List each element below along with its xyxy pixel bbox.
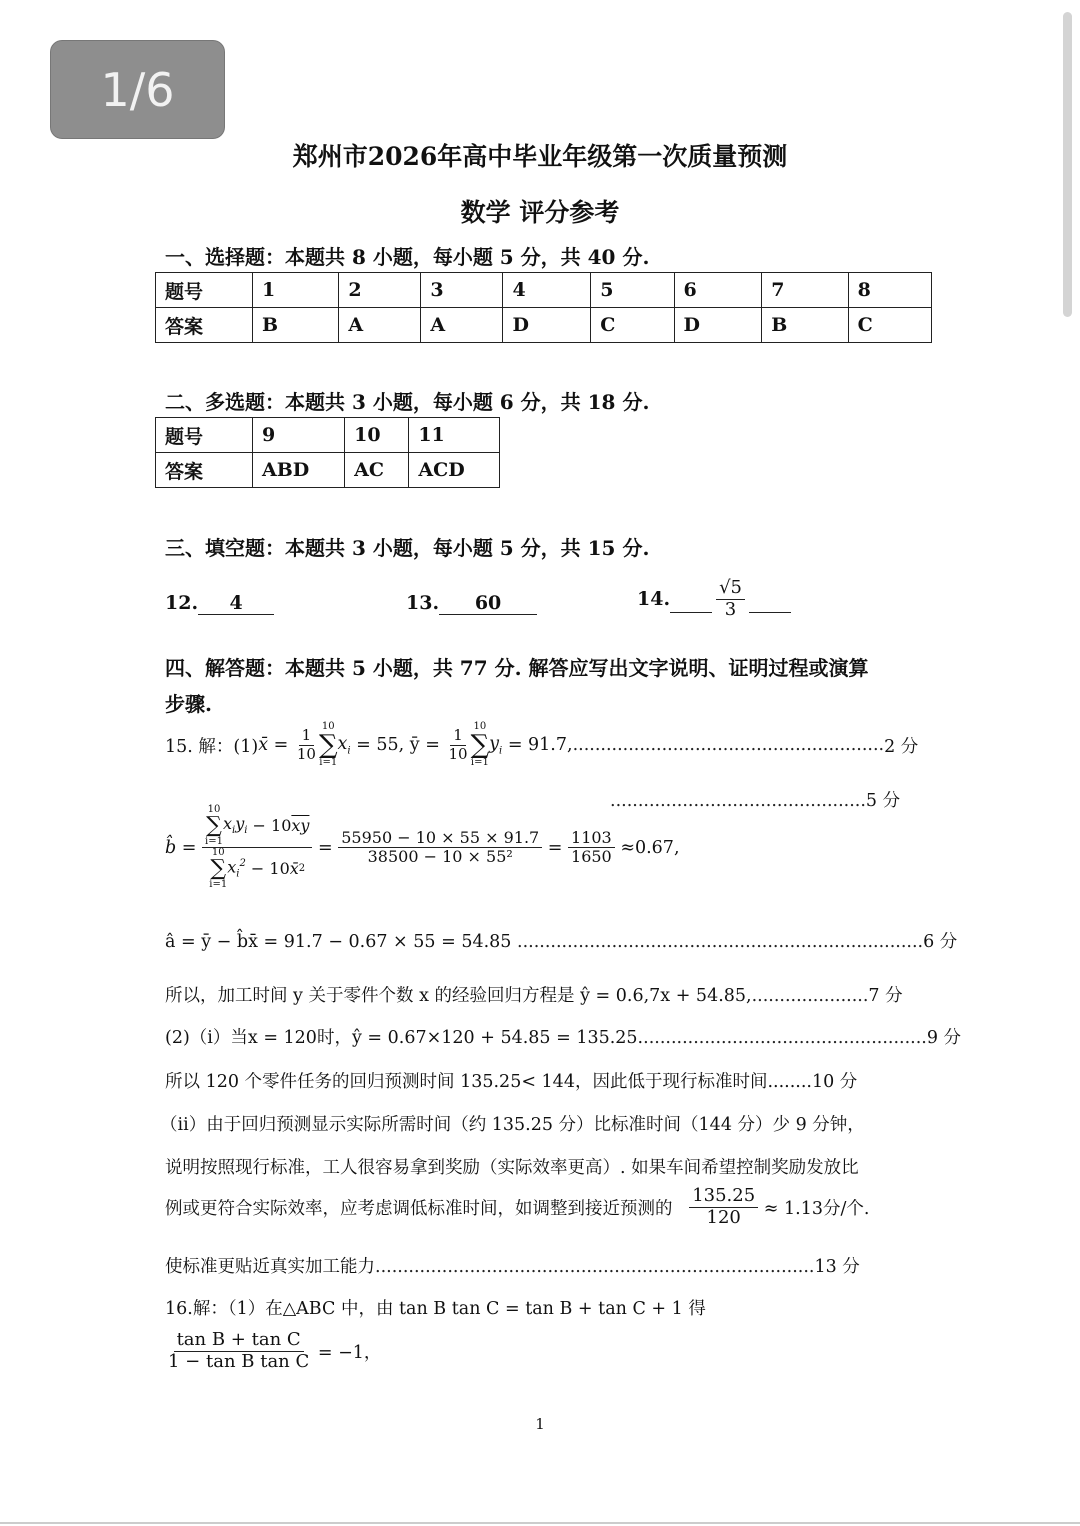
score-leader-dots: ......................................................................... <box>517 932 924 952</box>
fill-answer-12 <box>165 592 274 615</box>
table-cell: B <box>762 308 848 343</box>
fraction <box>568 829 615 867</box>
fraction-numerator: tan B + tan C <box>174 1330 304 1352</box>
expression: 使标准更贴近真实加工能力 <box>165 1257 375 1277</box>
solution-15-line-1: 15. 解：(1) x̄ = $\frac{1}{10}$ 10 ∑ i=1 $x_i$ = 55, ȳ = $\frac{1}{10}$ 10 ∑ i=1 $y_i$ = 91.7, ........................................................ 2 分 <box>165 721 919 768</box>
summation-symbol: 10 ∑ i=1 <box>318 721 338 768</box>
section-4-heading: 四、解答题：本题共 5 小题，共 77 分. 解答应写出文字说明、证明过程或演算 <box>165 656 869 680</box>
table-cell: 3 <box>421 273 503 308</box>
fraction-denominator: 120 <box>706 1206 741 1228</box>
table-cell: 1 <box>253 273 339 308</box>
score-leader-dots: ........................................................ <box>572 735 885 755</box>
table-cell: B <box>253 308 339 343</box>
fraction-denominator: 3 <box>724 598 737 620</box>
solution-15-line-13 <box>165 1253 860 1278</box>
table-cell: A <box>421 308 503 343</box>
expression: ≈0.67, <box>620 837 680 858</box>
section-2-heading: 二、多选题：本题共 3 小题，每小题 6 分，共 18 分. <box>165 390 650 414</box>
table-cell: C <box>591 308 674 343</box>
table-header-cell: 答案 <box>156 453 253 488</box>
table-cell: 10 <box>345 418 409 453</box>
fill-answer-13 <box>406 592 537 615</box>
solution-15-part2-i <box>165 1024 961 1049</box>
fraction <box>165 1330 312 1372</box>
solution-15-adjust <box>165 1186 869 1228</box>
answer-blank-right <box>749 586 791 613</box>
fraction-numerator: 55950 − 10 × 55 × 91.7 <box>338 829 542 848</box>
table-cell: ACD <box>409 453 500 488</box>
table-cell: 4 <box>503 273 591 308</box>
expression: ≈ 1.13分/个. <box>763 1198 870 1219</box>
answer-blank: 4 <box>198 592 274 615</box>
page-number: 1 <box>535 1415 545 1433</box>
score-leader-dots: ................................................... <box>643 1028 927 1048</box>
score-mark: 6 分 <box>923 932 958 952</box>
table-row <box>156 308 932 343</box>
table-cell: 8 <box>848 273 931 308</box>
section-3-heading: 三、填空题：本题共 3 小题，每小题 5 分，共 15 分. <box>165 536 650 560</box>
expression: 所以 120 个零件任务的回归预测时间 135.25< 144，因此低于现行标准时间........ <box>165 1072 812 1092</box>
table-cell: ABD <box>253 453 345 488</box>
fraction: $\frac{1}{10}$ <box>448 726 468 763</box>
table-row <box>156 273 932 308</box>
fraction: 10 ∑ i=1 $x_iy_i$ − 10 $\overline{xy}$ 10 ∑ i=1 $x_i^2$ − 10 x̄ 2 <box>202 805 312 890</box>
fraction-denominator: 1 − tan B tan C <box>168 1350 310 1372</box>
page-bottom-edge <box>0 1522 1080 1524</box>
document-title: 郑州市2026年高中毕业年级第一次质量预测 <box>292 142 788 171</box>
answer-table-single-choice <box>155 272 932 343</box>
solution-lead: 15. 解：(1) <box>165 736 259 757</box>
summation-symbol: 10 ∑ i=1 <box>470 721 490 768</box>
table-cell: 6 <box>674 273 762 308</box>
solution-15-part2-ii: （ii）由于回归预测显示实际所需时间（约 135.25 分）比标准时间（144 分）少 9 分钟， <box>160 1115 865 1135</box>
section-4-heading-cont: 步骤. <box>165 692 212 716</box>
table-cell: D <box>503 308 591 343</box>
expression: = 55, ȳ = <box>356 735 440 755</box>
table-row <box>156 453 500 488</box>
answer-table-multi-choice <box>155 417 500 488</box>
expression: = −1， <box>317 1342 382 1363</box>
score-mark: 2 分 <box>884 736 919 757</box>
page-indicator-badge <box>50 40 225 139</box>
table-cell: D <box>674 308 762 343</box>
table-cell: AC <box>345 453 409 488</box>
table-cell: 9 <box>253 418 345 453</box>
solution-16-line-1: 16.解：（1）在△ABC 中，由 tan B tan C = tan B + tan C + 1 得 <box>165 1299 706 1319</box>
document-subtitle: 数学 评分参考 <box>460 198 620 227</box>
page-indicator-text: 1/6 <box>100 62 175 117</box>
fraction <box>338 829 542 867</box>
solution-16-fraction-line <box>165 1330 381 1372</box>
table-cell: A <box>339 308 421 343</box>
answer-blank: 60 <box>439 592 537 615</box>
table-cell: 7 <box>762 273 848 308</box>
fill-answer-14 <box>637 578 791 620</box>
table-cell: 11 <box>409 418 500 453</box>
fraction-numerator: 1103 <box>568 829 615 848</box>
score-leader-dots: .............................................. <box>610 791 866 811</box>
score-mark: 13 分 <box>814 1257 860 1277</box>
fraction: $\frac{1}{10}$ <box>296 726 316 763</box>
table-header-cell: 答案 <box>156 308 253 343</box>
answer-blank-left <box>670 586 712 613</box>
score-mark: 7 分 <box>868 986 903 1006</box>
solution-15-line-10 <box>165 1068 857 1093</box>
question-number: 12. <box>165 592 199 614</box>
fraction-numerator: √5 <box>716 578 745 600</box>
fraction-denominator: 1650 <box>571 847 612 866</box>
question-number: 14. <box>637 588 671 611</box>
score-leader-dots: ............................................................................... <box>375 1257 815 1277</box>
table-header-cell: 题号 <box>156 418 253 453</box>
question-number: 13. <box>406 592 440 614</box>
fraction <box>689 1186 758 1228</box>
solution-15-explain: 说明按照现行标准，工人很容易拿到奖励（实际效率更高）. 如果车间希望控制奖励发放比 <box>165 1158 859 1178</box>
table-cell: 2 <box>339 273 421 308</box>
solution-15-a-hat <box>165 928 957 953</box>
expression: â = ȳ − b̂x̄ = 91.7 − 0.67 × 55 = 54.85 <box>165 932 512 952</box>
fraction-numerator: 135.25 <box>689 1186 758 1208</box>
expression: 例或更符合实际效率，应考虑调低标准时间，如调整到接近预测的 <box>165 1198 673 1219</box>
score-mark: 10 分 <box>811 1072 858 1092</box>
score-leader-dots: ..................... <box>751 986 869 1006</box>
solution-15-b-hat: b̂ = 10 ∑ i=1 $x_iy_i$ − 10 $\overline{xy}$ 10 ∑ i=1 $x_i^2$ − 10 x̄ 2 = $\frac{55950 - 10 \times 55 \times 91.7}{\text{38500 − 10 × 55²}}$ = $\frac{1103}{1650}$ ≈0.67, <box>165 804 680 890</box>
solution-15-equation <box>165 982 903 1007</box>
table-header-cell: 题号 <box>156 273 253 308</box>
expression: (2)（i）当x = 120时，ŷ = 0.67×120 + 54.85 = 135.25. <box>165 1028 644 1048</box>
expression: 所以，加工时间 y 关于零件个数 x 的经验回归方程是 ŷ = 0.6,7x + 54.85, <box>165 986 752 1006</box>
score-mark: 5 分 <box>865 791 901 811</box>
answer-fraction <box>716 578 745 620</box>
table-row <box>156 418 500 453</box>
section-1-heading: 一、选择题：本题共 8 小题，每小题 5 分，共 40 分. <box>165 245 650 269</box>
table-cell: C <box>848 308 931 343</box>
table-cell: 5 <box>591 273 674 308</box>
fraction-denominator: 38500 − 10 × 55² <box>367 847 513 866</box>
expression: = 91.7, <box>507 735 573 755</box>
score-mark: 9 分 <box>926 1028 962 1048</box>
